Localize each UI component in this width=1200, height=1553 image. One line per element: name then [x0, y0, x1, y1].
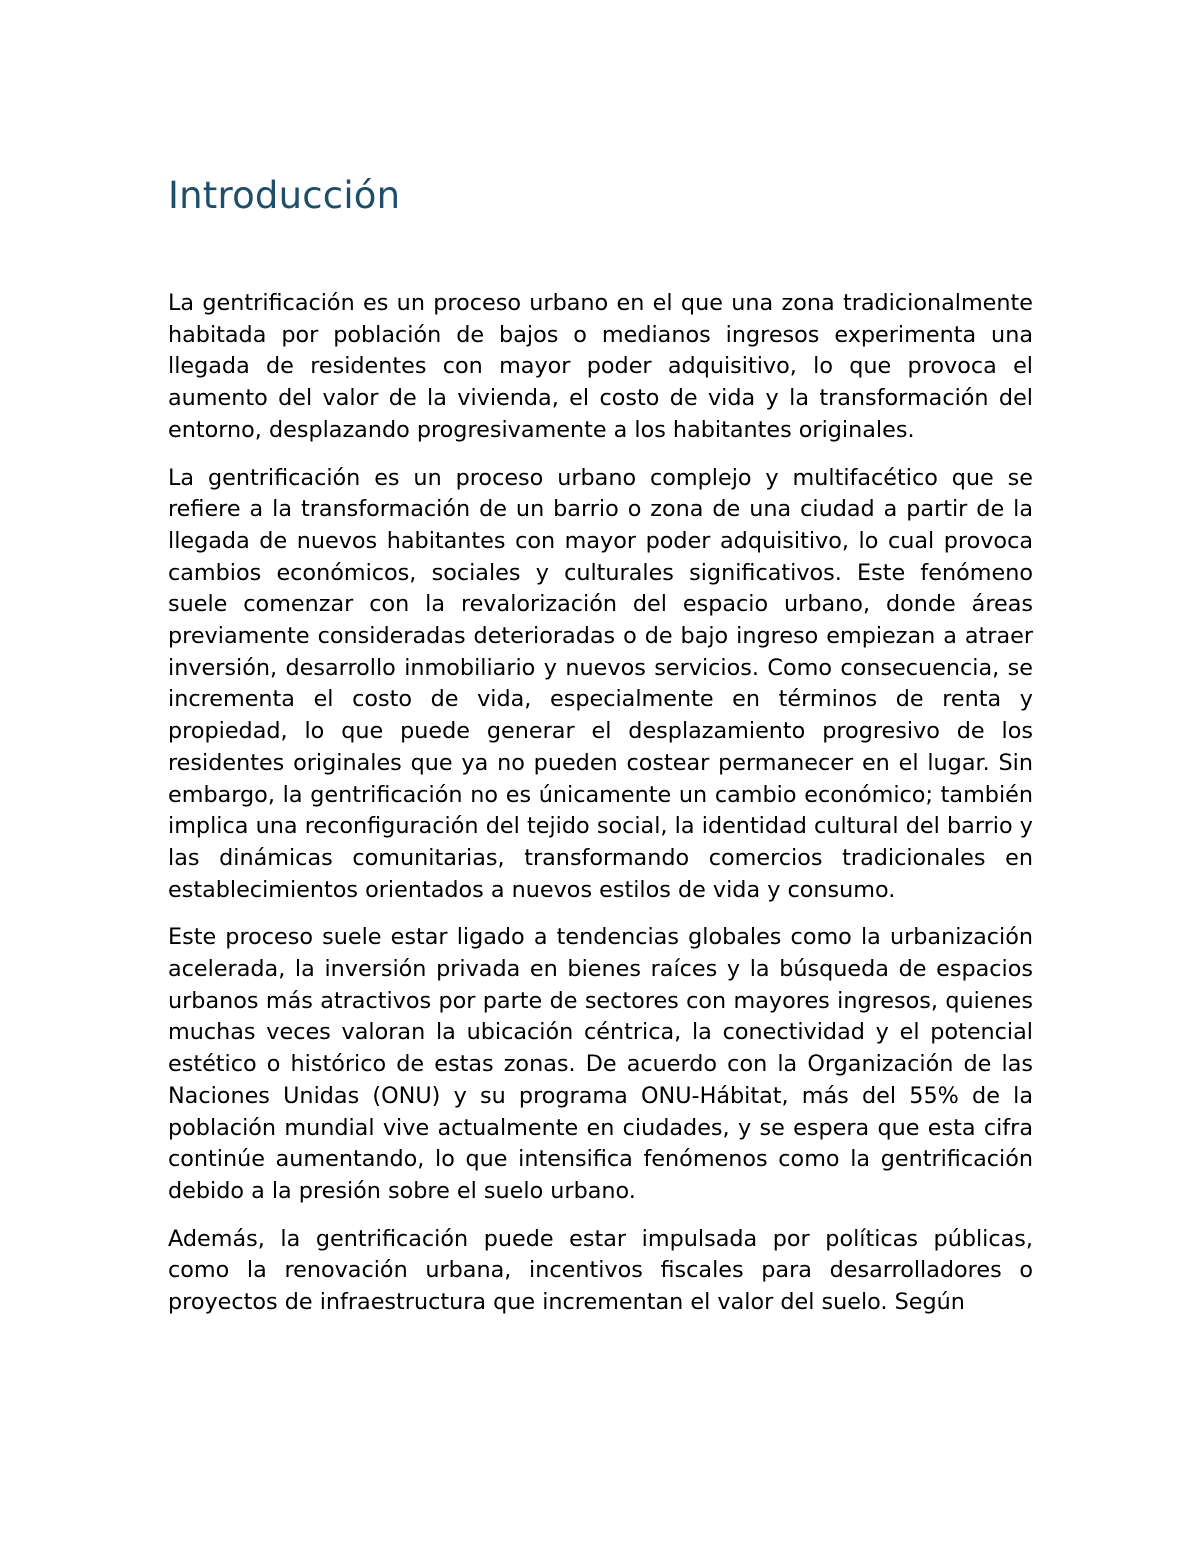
document-body — [168, 168, 1033, 1335]
paragraph-1: La gentrificación es un proceso urbano en el que una zona tradicionalmente habitada por población de bajos o medianos ingresos experimenta una llegada de residentes con mayor poder adquisitivo, lo que provoca el aumento del valor de la vivienda, el costo de vida y la transformación del entorno, desplazando progresivamente a los habitantes originales. — [168, 290, 1033, 443]
paragraph-4: Además, la gentrificación puede estar impulsada por políticas públicas, como la renovación urbana, incentivos fiscales para desarrolladores o proyectos de infraestructura que incrementan el valor del suelo. Según — [168, 1225, 1033, 1316]
paragraph-2: La gentrificación es un proceso urbano complejo y multifacético que se refiere a la transformación de un barrio o zona de una ciudad a partir de la llegada de nuevos habitantes con mayor poder adquisitivo, lo cual provoca cambios económicos, sociales y culturales significativos. Este fenómeno suele comenzar con la revalorización del espacio urbano, donde áreas previamente consideradas deterioradas o de bajo ingreso empiezan a atraer inversión, desarrollo inmobiliario y nuevos servicios. Como consecuencia, se incrementa el costo de vida, especialmente en términos de renta y propiedad, lo que puede generar el desplazamiento progresivo de los residentes originales que ya no pueden costear permanecer en el lugar. Sin embargo, la gentrificación no es únicamente un cambio económico; también implica una reconfiguración del tejido social, la identidad cultural del barrio y las dinámicas comunitarias, transformando comercios tradicionales en establecimientos orientados a nuevos estilos de vida y consumo. — [168, 464, 1033, 903]
paragraph-3: Este proceso suele estar ligado a tendencias globales como la urbanización acelerada, la inversión privada en bienes raíces y la búsqueda de espacios urbanos más atractivos por parte de sectores con mayores ingresos, quienes muchas veces valoran la ubicación céntrica, la conectividad y el potencial estético o histórico de estas zonas. De acuerdo con la Organización de las Naciones Unidas (ONU) y su programa ONU-Hábitat, más del 55% de la población mundial vive actualmente en ciudades, y se espera que esta cifra continúe aumentando, lo que intensifica fenómenos como la gentrificación debido a la presión sobre el suelo urbano. — [168, 924, 1033, 1204]
section-heading: Introducción — [168, 174, 401, 217]
